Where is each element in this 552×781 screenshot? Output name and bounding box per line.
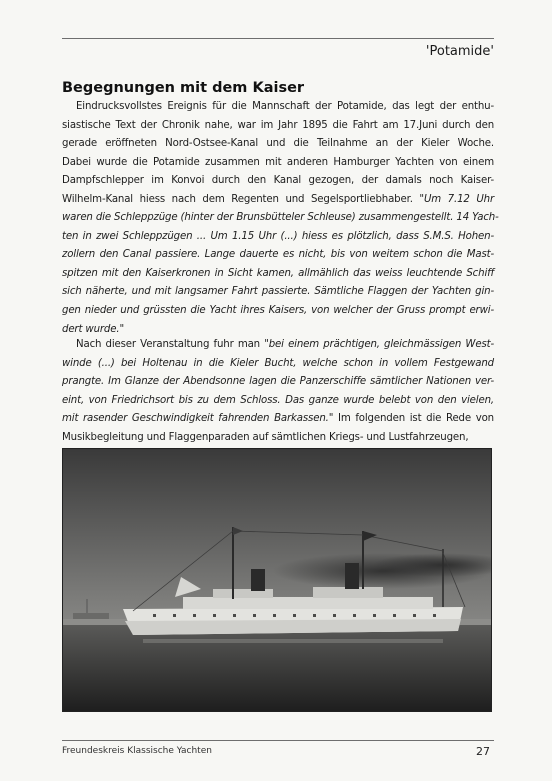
historical-ship-photo: [62, 448, 492, 712]
paragraph-2-line: [62, 336, 494, 355]
quoted-text: "Um 7.12 Uhr: [419, 193, 495, 205]
quoted-text: winde (...) bei Holtenau in die Kieler Bucht, welche schon in vollem Festgewand: [62, 357, 494, 369]
quoted-text: dert wurde.": [62, 323, 124, 335]
quoted-text: mit rasender Geschwindigkeit fahrenden Barkassen.": [62, 413, 334, 425]
body-text: Wilhelm-Kanal hiess nach dem Regenten und Segelsportliebhaber.: [62, 193, 420, 205]
paragraph-1-line: [62, 191, 494, 210]
quoted-text: zollern den Canal passiere. Lange dauerte es nicht, bis von weitem schon die Mast-: [62, 249, 494, 261]
header-rule: [62, 38, 494, 39]
body-text: siastische Text der Chronik nahe, war im Jahr 1895 die Fahrt am 17.Juni durch den: [62, 119, 494, 131]
paragraph-2: [62, 336, 494, 447]
running-head: 'Potamide': [425, 44, 494, 59]
paragraph-1-line: [62, 98, 494, 117]
paragraph-1-line: [62, 135, 494, 154]
quoted-text: spitzen mit den Kaiserkronen in Sicht kamen, allmählich das weiss leuchtende Schiff: [62, 267, 494, 279]
paragraph-1-line: [62, 172, 494, 191]
paragraph-2-line: [62, 355, 494, 374]
footer-publication: Freundeskreis Klassische Yachten: [62, 746, 212, 756]
quoted-text: gen nieder und grüssten die Yacht ihres Kaisers, von welcher der Gruss prompt erwi-: [62, 305, 494, 317]
body-text: Musikbegleitung und Flaggenparaden auf sämtlichen Kriegs- und Lustfahrzeugen,: [62, 431, 469, 443]
paragraph-1-line: [62, 209, 499, 228]
paragraph-2-line: [62, 410, 494, 429]
paragraph-1-line: [62, 265, 494, 284]
paragraph-1: [62, 98, 499, 339]
body-text: Im folgenden ist die Rede von: [333, 413, 494, 425]
paragraph-1-line: [62, 283, 494, 302]
paragraph-1-line: [62, 154, 494, 173]
body-text: Eindrucksvollstes Ereignis für die Mannschaft der Potamide, das legt der enthu-: [76, 101, 494, 112]
body-text: Nach dieser Veranstaltung fuhr man: [76, 339, 265, 350]
quoted-text: waren die Schleppzüge (hinter der Brunsbütteler Schleuse) zusammengestellt. 14 Yach-: [62, 212, 499, 224]
paragraph-2-line: [62, 373, 494, 392]
paragraph-2-line: [62, 392, 494, 411]
quoted-text: ten in zwei Schleppzügen ... Um 1.15 Uhr (...) hiess es plötzlich, dass S.M.S. Hohen-: [62, 230, 494, 242]
footer-rule: [62, 740, 494, 741]
quoted-text: eint, von Friedrichsort bis zu dem Schloss. Das ganze wurde belebt von den vielen,: [62, 394, 494, 406]
section-heading: Begegnungen mit dem Kaiser: [62, 80, 305, 96]
paragraph-2-line: [62, 429, 494, 448]
paragraph-1-line: [62, 117, 494, 136]
quoted-text: prangte. Im Glanze der Abendsonne lagen die Panzerschiffe sämtlicher Nationen ver-: [62, 376, 494, 388]
page-number: 27: [476, 745, 490, 758]
body-text: Dabei wurde die Potamide zusammen mit anderen Hamburger Yachten von einem: [62, 156, 494, 168]
quoted-text: sich näherte, und mit langsamer Fahrt passierte. Sämtliche Flaggen der Yachten gin-: [62, 286, 494, 298]
body-text: gerade eröffneten Nord-Ostsee-Kanal und die Teilnahme an der Kieler Woche.: [62, 138, 494, 150]
body-text: Dampfschlepper im Konvoi durch den Kanal gezogen, der damals noch Kaiser-: [62, 175, 494, 187]
paragraph-1-line: [62, 246, 494, 265]
paragraph-1-line: [62, 228, 494, 247]
paragraph-1-line: [62, 302, 494, 321]
ship-photo-graphic: [63, 449, 491, 711]
quoted-text: "bei einem prächtigen, gleichmässigen West-: [264, 339, 494, 350]
